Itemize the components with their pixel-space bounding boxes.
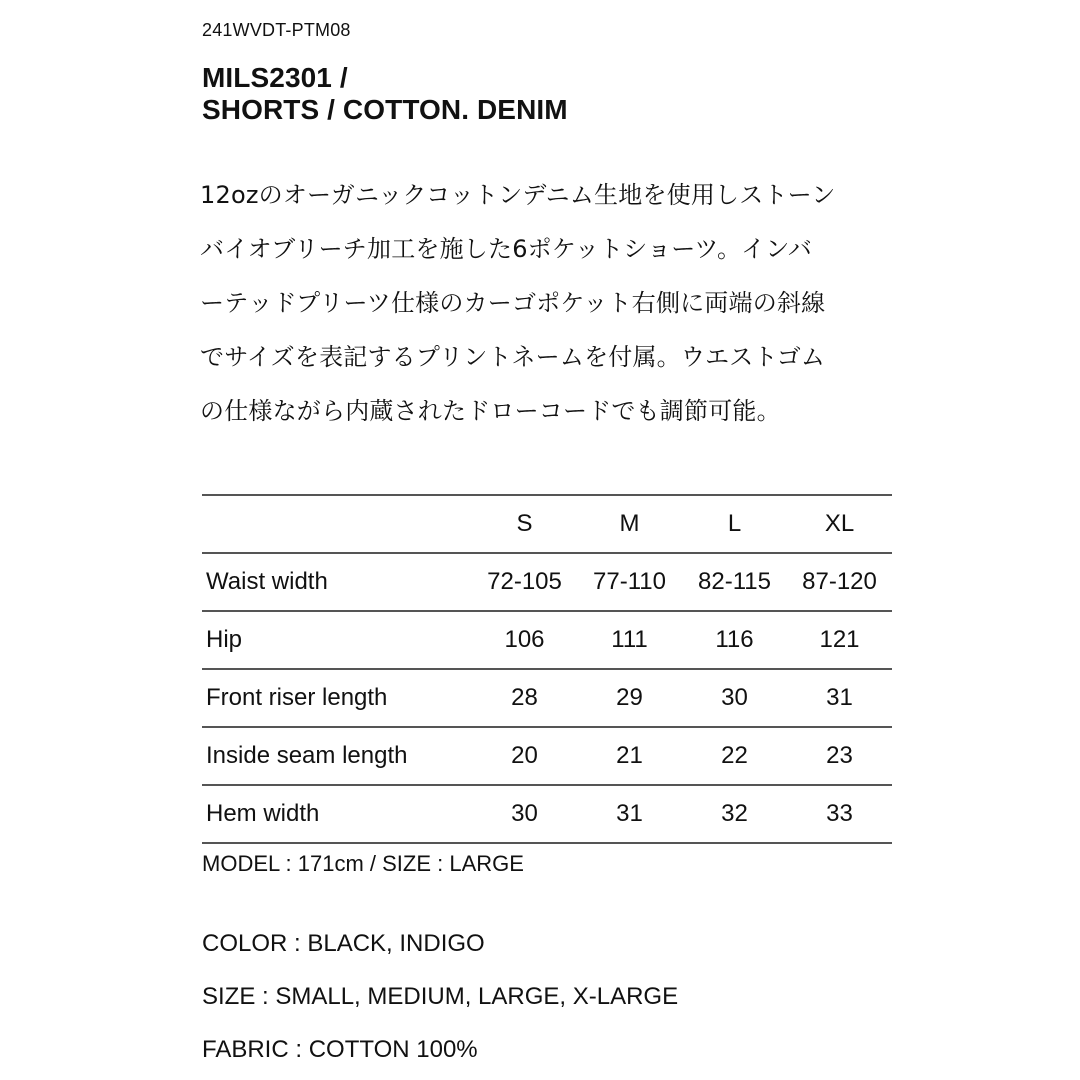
product-description <box>200 168 920 438</box>
table-cell: 31 <box>577 785 682 843</box>
product-title: MILS2301 / SHORTS / COTTON. DENIM <box>202 62 568 125</box>
description-line: でサイズを表記するプリントネームを付属。ウエストゴム <box>200 343 826 371</box>
table-cell: 72-105 <box>472 553 577 611</box>
table-cell: 21 <box>577 727 682 785</box>
size-header-s: S <box>472 495 577 553</box>
description-line: 12ozのオーガニックコットンデニム生地を使用しストーン <box>200 181 836 209</box>
table-cell: 32 <box>682 785 787 843</box>
description-line: の仕様ながら内蔵されたドローコードでも調節可能。 <box>200 397 781 425</box>
table-cell: 20 <box>472 727 577 785</box>
size-table <box>202 494 892 844</box>
model-info: MODEL : 171cm / SIZE : LARGE <box>202 851 524 876</box>
table-cell: 31 <box>787 669 892 727</box>
table-cell: 116 <box>682 611 787 669</box>
description-line: バイオブリーチ加工を施した6ポケットショーツ。インバ <box>200 235 813 263</box>
row-label: Hip <box>202 611 472 669</box>
table-row <box>202 553 892 611</box>
table-row <box>202 669 892 727</box>
table-cell: 29 <box>577 669 682 727</box>
table-cell: 106 <box>472 611 577 669</box>
size-spec: SIZE : SMALL, MEDIUM, LARGE, X-LARGE <box>202 983 679 1010</box>
description-line: ーテッドプリーツ仕様のカーゴポケット右側に両端の斜線 <box>200 289 826 317</box>
table-cell: 33 <box>787 785 892 843</box>
table-cell: 121 <box>787 611 892 669</box>
table-cell: 87-120 <box>787 553 892 611</box>
fabric-spec: FABRIC : COTTON 100% <box>202 1036 478 1063</box>
row-label: Waist width <box>202 553 472 611</box>
table-row <box>202 727 892 785</box>
table-cell: 82-115 <box>682 553 787 611</box>
table-header-empty <box>202 495 472 553</box>
color-spec: COLOR : BLACK, INDIGO <box>202 930 485 957</box>
table-cell: 28 <box>472 669 577 727</box>
table-cell: 30 <box>682 669 787 727</box>
table-cell: 111 <box>577 611 682 669</box>
table-row <box>202 785 892 843</box>
size-header-l: L <box>682 495 787 553</box>
row-label: Front riser length <box>202 669 472 727</box>
row-label: Inside seam length <box>202 727 472 785</box>
size-header-xl: XL <box>787 495 892 553</box>
table-cell: 23 <box>787 727 892 785</box>
row-label: Hem width <box>202 785 472 843</box>
table-cell: 30 <box>472 785 577 843</box>
table-header-row <box>202 495 892 553</box>
table-row <box>202 611 892 669</box>
table-cell: 22 <box>682 727 787 785</box>
size-header-m: M <box>577 495 682 553</box>
table-cell: 77-110 <box>577 553 682 611</box>
product-code: 241WVDT-PTM08 <box>202 20 351 40</box>
